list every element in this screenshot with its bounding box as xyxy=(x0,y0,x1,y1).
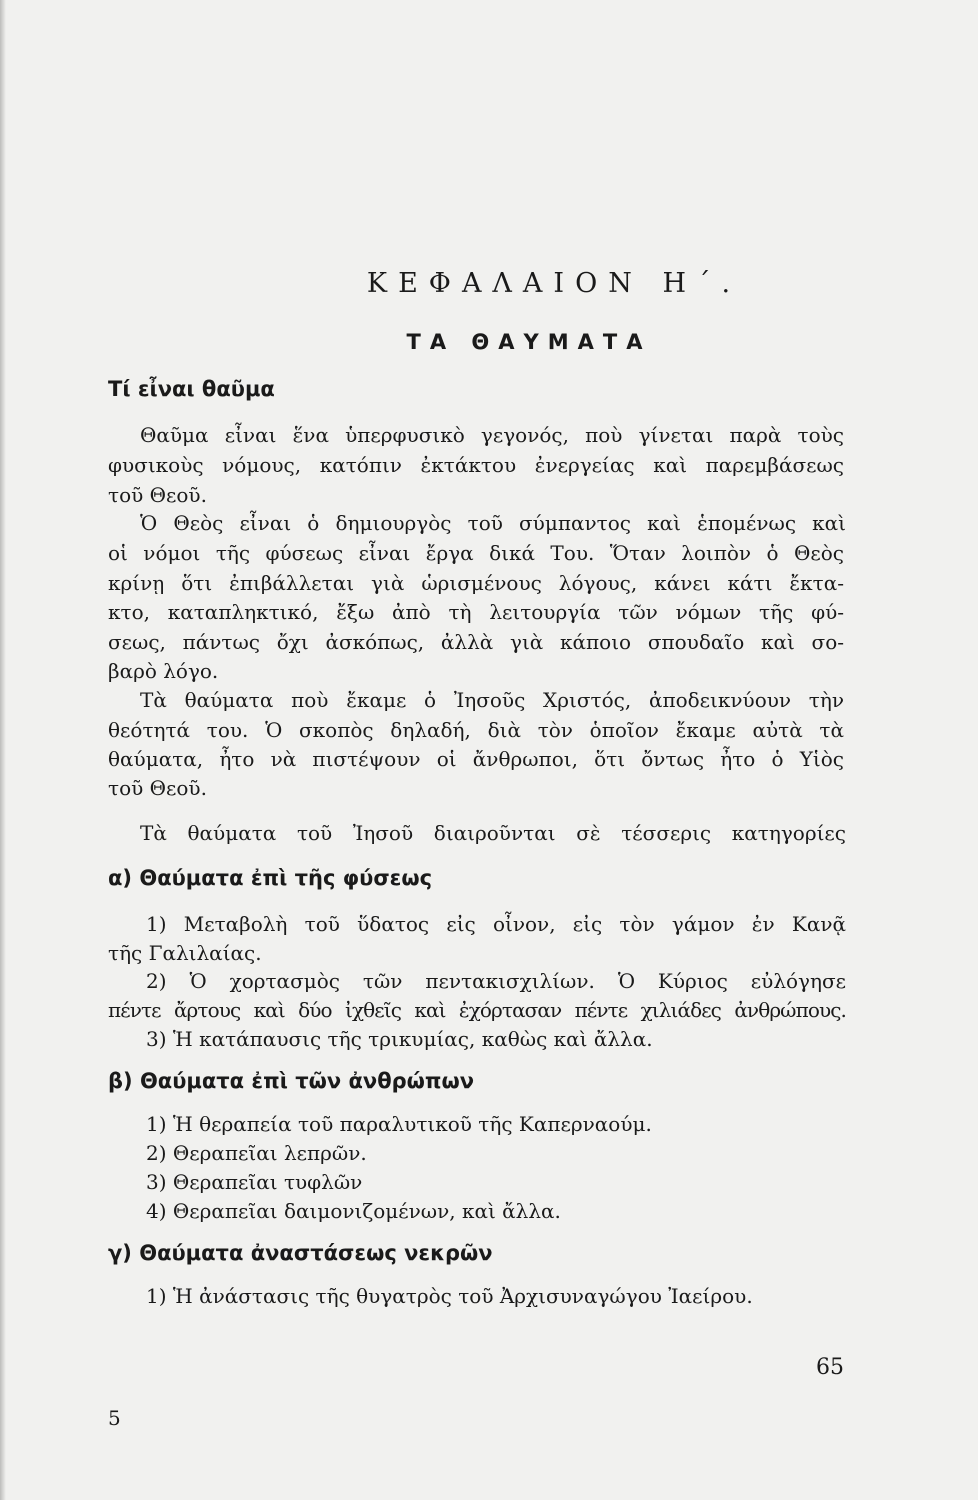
paragraph-line: Ὁ Θεὸς εἶναι ὁ δημιουργὸς τοῦ σύμπαντος καὶ ἑπομένως καὶ xyxy=(140,511,846,535)
list-item: 1) Ἡ θεραπεία τοῦ παραλυτικοῦ τῆς Καπερναούμ. xyxy=(146,1112,652,1136)
list-item: 3) Ἡ κατάπαυσις τῆς τρικυμίας, καθὼς καὶ ἄλλα. xyxy=(146,1027,653,1051)
paragraph-line: Τὰ θαύματα ποὺ ἔκαμε ὁ Ἰησοῦς Χριστός, ἀποδεικνύουν τὴν xyxy=(140,688,844,712)
paragraph-line: τοῦ Θεοῦ. xyxy=(108,776,207,800)
list-item: 1) Ἡ ἀνάστασις τῆς θυγατρὸς τοῦ Ἀρχισυναγώγου Ἰαείρου. xyxy=(146,1284,753,1308)
paragraph-line: τοῦ Θεοῦ. xyxy=(108,483,207,507)
paragraph-line: Θαῦμα εἶναι ἕνα ὑπερφυσικὸ γεγονός, ποὺ γίνεται παρὰ τοὺς xyxy=(140,423,844,447)
section-b-heading: β) Θαύματα ἐπὶ τῶν ἀνθρώπων xyxy=(108,1069,475,1093)
list-item: 4) Θεραπεῖαι δαιμονιζομένων, καὶ ἄλλα. xyxy=(146,1199,561,1223)
list-item: 3) Θεραπεῖαι τυφλῶν xyxy=(146,1170,363,1194)
page-edge xyxy=(0,0,6,1500)
list-item: 2) Ὁ χορτασμὸς τῶν πεντακισχιλίων. Ὁ Κύριος εὐλόγησε xyxy=(146,969,846,993)
chapter-heading: ΚΕΦΑΛΑΙΟΝ Η΄. xyxy=(366,268,742,299)
chapter-title: ΤΑ ΘΑΥΜΑΤΑ xyxy=(406,330,652,354)
paragraph-line: σεως, πάντως ὄχι ἀσκόπως, ἀλλὰ γιὰ κάποιο σπουδαῖο καὶ σο- xyxy=(108,630,844,654)
list-item: τῆς Γαλιλαίας. xyxy=(108,941,262,965)
list-item: 1) Μεταβολὴ τοῦ ὕδατος εἰς οἶνον, εἰς τὸν γάμον ἐν Κανᾷ xyxy=(146,912,846,936)
paragraph-line: θεότητά του. Ὁ σκοπὸς δηλαδή, διὰ τὸν ὁποῖον ἔκαμε αὐτὰ τὰ xyxy=(108,718,844,742)
paragraph-line: θαύματα, ἦτο νὰ πιστέψουν οἱ ἄνθρωποι, ὅτι ὄντως ἦτο ὁ Υἱὸς xyxy=(108,747,844,771)
paragraph-line: βαρὸ λόγο. xyxy=(108,659,219,683)
page-number: 65 xyxy=(816,1355,844,1380)
intro-heading: Τί εἶναι θαῦμα xyxy=(108,377,275,401)
categories-intro: Τὰ θαύματα τοῦ Ἰησοῦ διαιροῦνται σὲ τέσσερις κατηγορίες xyxy=(140,821,846,845)
paragraph-line: κτο, καταπληκτικό, ἔξω ἀπὸ τὴ λειτουργία τῶν νόμων τῆς φύ- xyxy=(108,600,844,624)
list-item: πέντε ἄρτους καὶ δύο ἰχθεῖς καὶ ἐχόρτασαν πέντε χιλιάδες ἀνθρώπους. xyxy=(108,998,846,1022)
paragraph-line: φυσικοὺς νόμους, κατόπιν ἐκτάκτου ἐνεργείας καὶ παρεμβάσεως xyxy=(108,453,844,477)
paragraph-line: κρίνῃ ὅτι ἐπιβάλλεται γιὰ ὡρισμένους λόγους, κάνει κάτι ἔκτα- xyxy=(108,571,844,595)
signature-mark: 5 xyxy=(108,1406,121,1430)
section-c-heading: γ) Θαύματα ἀναστάσεως νεκρῶν xyxy=(108,1241,493,1265)
list-item: 2) Θεραπεῖαι λεπρῶν. xyxy=(146,1141,367,1165)
section-a-heading: α) Θαύματα ἐπὶ τῆς φύσεως xyxy=(108,866,433,890)
paragraph-line: οἱ νόμοι τῆς φύσεως εἶναι ἔργα δικά Του. Ὅταν λοιπὸν ὁ Θεὸς xyxy=(108,541,844,565)
